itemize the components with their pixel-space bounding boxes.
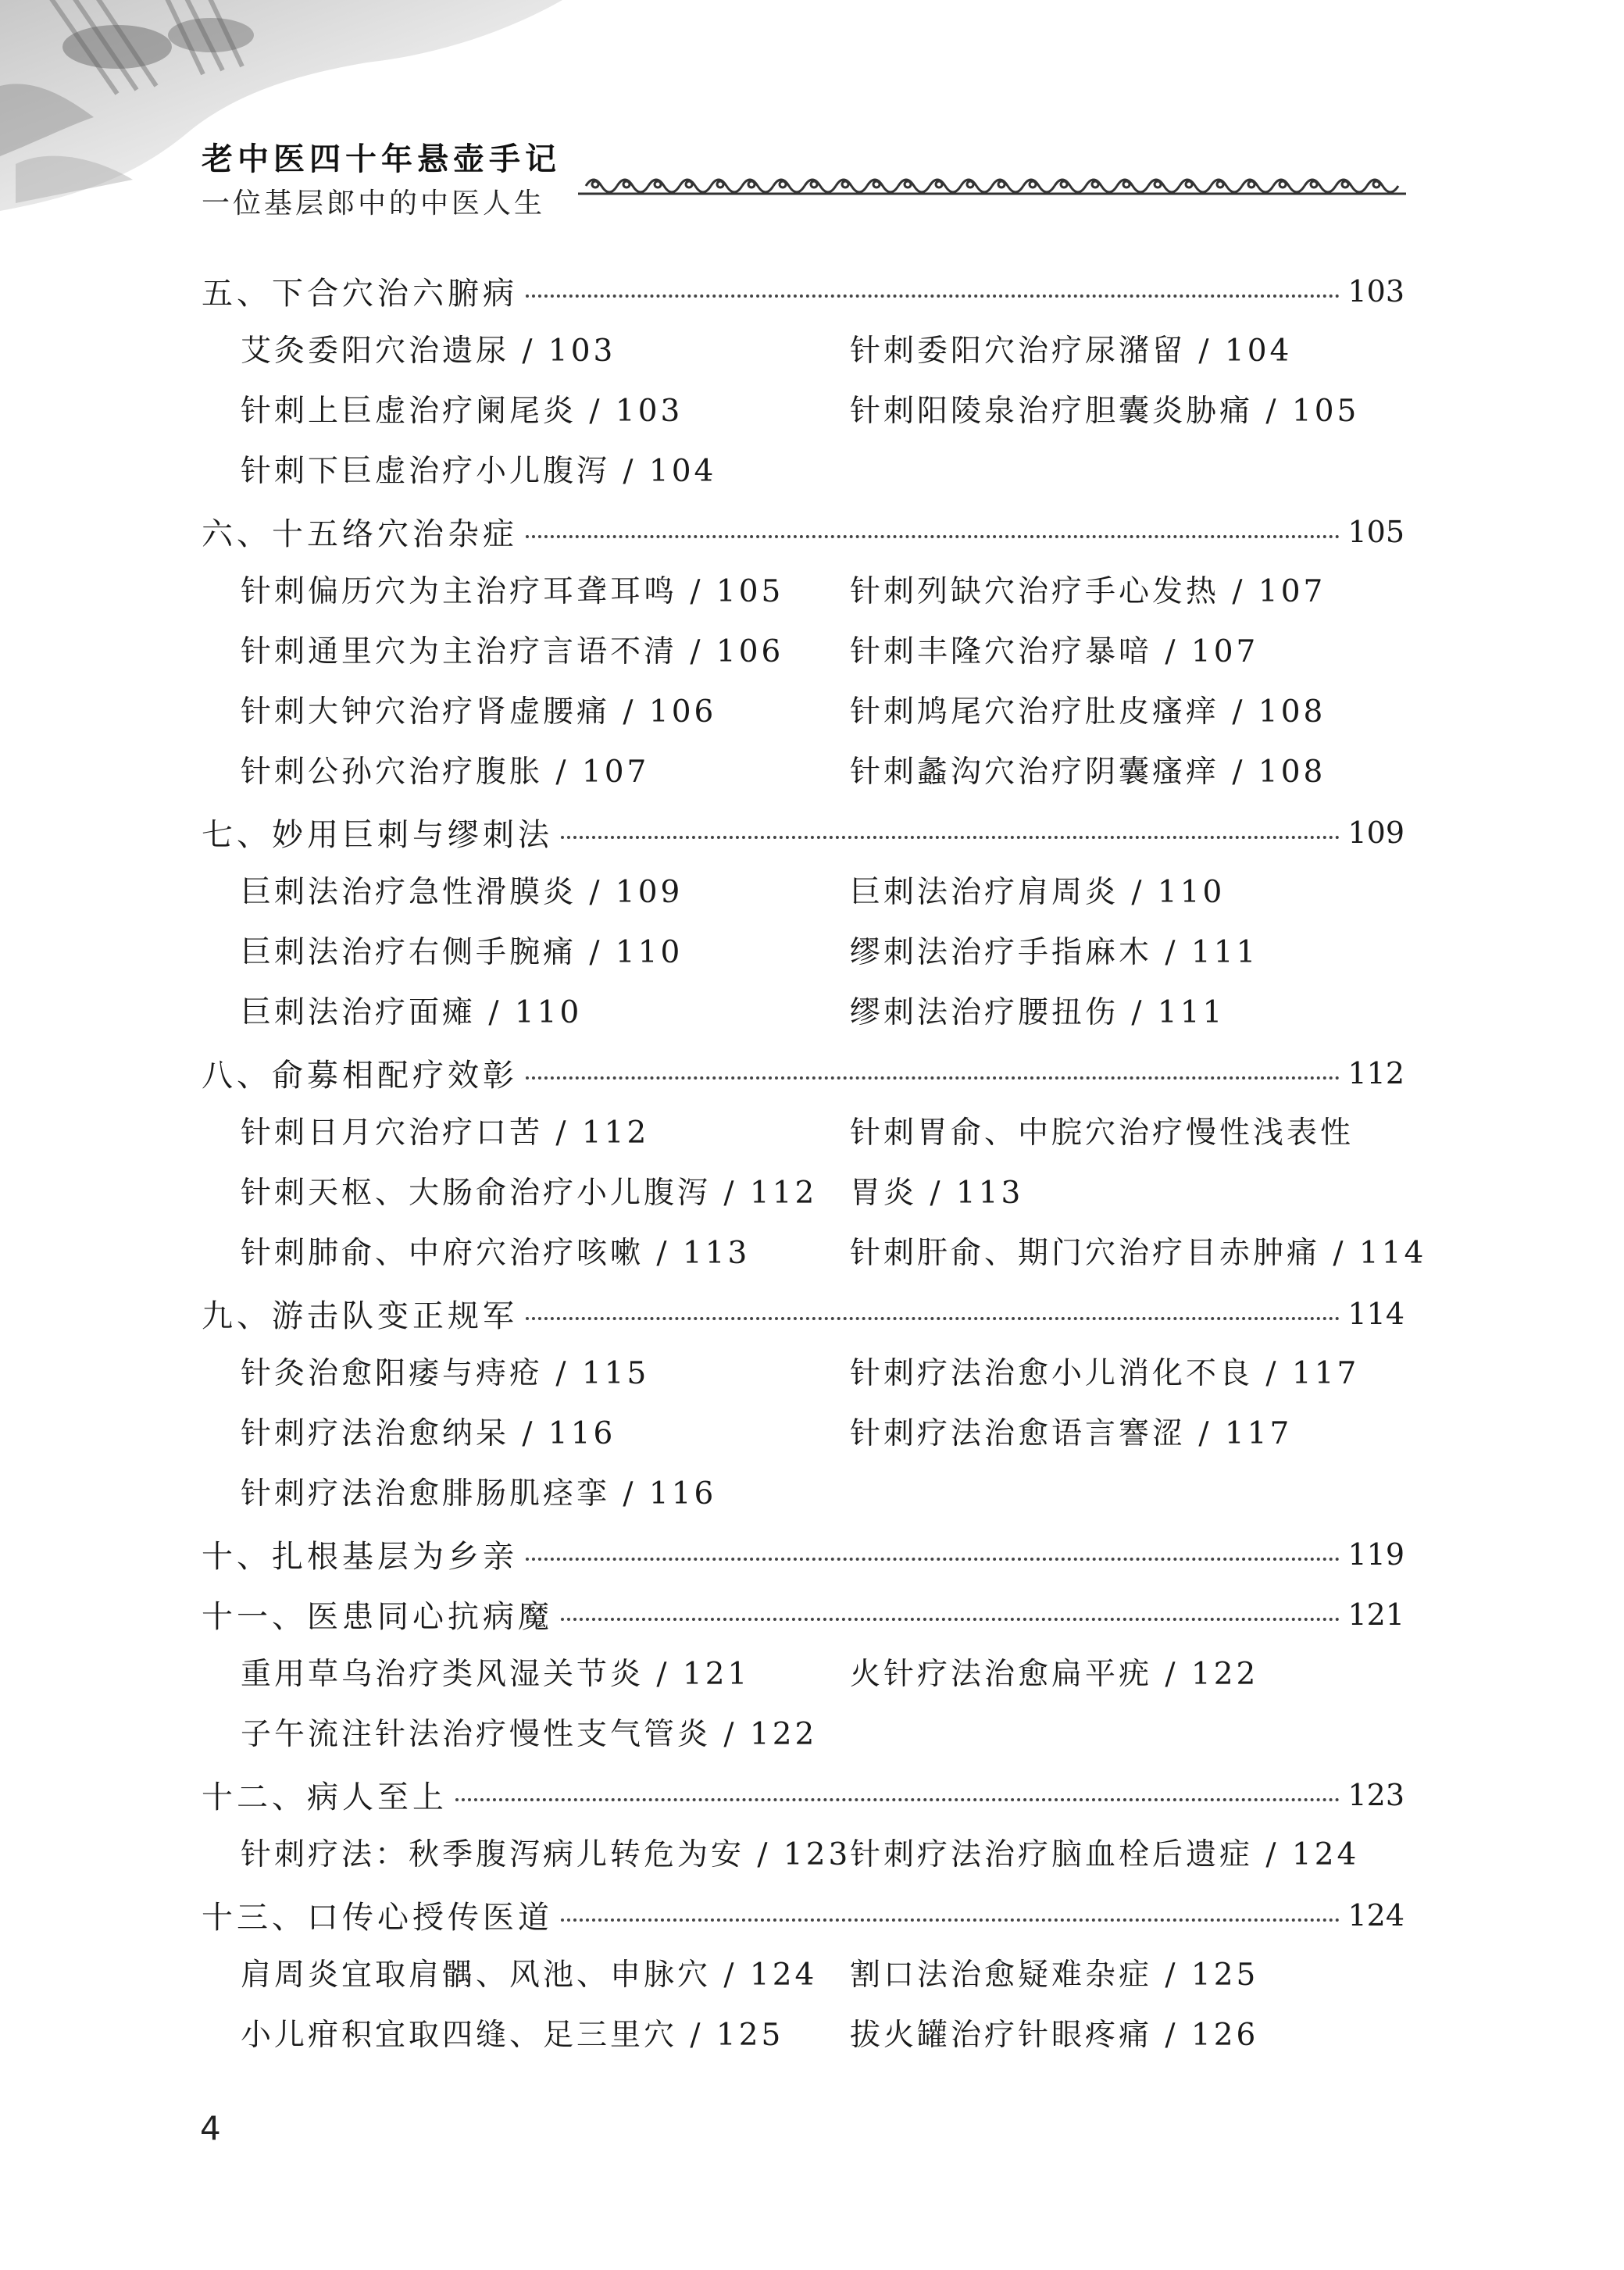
page-number: 4 [200,2109,221,2147]
wave-ornament [867,180,898,192]
toc-entry-row [202,862,1404,923]
toc-section-line [202,802,1404,862]
toc-section-line [202,1043,1404,1103]
dot-leader [526,1076,1340,1080]
toc-section-line [202,1584,1404,1644]
toc-entry: 肩周炎宜取肩髃、风池、申脉穴 / 124 [241,1958,818,1993]
wave-ornament [742,180,773,192]
toc-section-title: 十三、口传心授传医道 [202,1900,553,1936]
wave-ornament [711,180,742,192]
toc-entry: 针刺鸠尾穴治疗肚皮瘙痒 / 108 [850,694,1326,730]
wave-ornament [898,180,930,192]
wave-ornament [1180,180,1211,192]
toc-entry-row [202,1223,1427,1283]
toc-entry-row [202,923,1404,983]
wave-ornament [617,180,648,192]
toc-section-page: 121 [1347,1597,1404,1632]
toc-entry: 针刺公孙穴治疗腹胀 / 107 [241,755,650,790]
toc-section-line [202,1765,1404,1825]
wave-ornament [1086,180,1117,192]
toc-entry: 针刺列缺穴治疗手心发热 / 107 [850,574,1326,609]
toc-entry: 巨刺法治疗面瘫 / 110 [241,995,583,1030]
toc-entry: 缪刺法治疗腰扭伤 / 111 [850,995,1226,1030]
toc-entry-row [202,1344,1404,1404]
dot-leader [526,294,1340,298]
wave-ornament [992,180,1023,192]
table-of-contents [202,261,1427,2065]
book-subtitle: 一位基层郎中的中医人生 [202,187,546,220]
toc-entry: 巨刺法治疗右侧手腕痛 / 110 [241,935,684,970]
toc-section-line [202,501,1404,562]
toc-entry: 针刺疗法治愈语言謇涩 / 117 [850,1416,1293,1451]
toc-entry: 小儿疳积宜取四缝、足三里穴 / 125 [241,2018,784,2053]
toc-entry: 子午流注针法治疗慢性支气管炎 / 122 [241,1717,818,1752]
toc-entry: 针刺日月穴治疗口苦 / 112 [241,1115,650,1151]
wave-ornament [1117,180,1148,192]
wave-ornament [1023,180,1055,192]
toc-section [202,1524,1404,1584]
toc-section [202,802,1404,862]
toc-section-page: 112 [1347,1055,1404,1090]
dot-leader [526,535,1340,538]
toc-entry: 针刺阳陵泉治疗胆囊炎胁痛 / 105 [850,394,1360,429]
toc-section [202,501,1404,562]
toc-entry: 针刺疗法治愈纳呆 / 116 [241,1416,616,1451]
toc-section-page: 103 [1347,273,1404,309]
wave-ornament [1242,180,1273,192]
toc-entry: 火针疗法治愈扁平疣 / 122 [850,1657,1259,1692]
toc-section [202,1043,1404,1103]
toc-entry: 针刺委阳穴治疗尿潴留 / 104 [850,334,1293,369]
toc-entry: 巨刺法治疗肩周炎 / 110 [850,875,1226,910]
toc-entry-row [202,682,1404,742]
toc-section-title: 八、俞募相配疗效彰 [202,1058,518,1094]
toc-section-page: 119 [1347,1537,1404,1572]
toc-entry-row [202,1644,1404,1704]
toc-entry-row [202,622,1404,682]
wave-ornament [930,180,961,192]
toc-entry: 艾灸委阳穴治遗尿 / 103 [241,334,616,369]
dot-leader [526,1558,1340,1561]
toc-entry-row [202,1103,1404,1163]
toc-section-title: 十一、医患同心抗病魔 [202,1599,553,1635]
toc-section-title: 十、扎根基层为乡亲 [202,1539,518,1575]
wave-ornament [773,180,805,192]
toc-section-page: 105 [1347,514,1404,549]
toc-section [202,1765,1404,1825]
toc-section-title: 七、妙用巨刺与缪刺法 [202,817,553,853]
toc-entry-row [202,1163,1404,1223]
dot-leader [561,1918,1340,1922]
toc-entry: 针刺大钟穴治疗肾虚腰痛 / 106 [241,694,717,730]
toc-entry: 针刺疗法治愈腓肠肌痉挛 / 116 [241,1476,717,1512]
toc-section [202,1584,1404,1644]
wave-ornament [586,180,617,192]
toc-entry-row [202,381,1404,441]
toc-section [202,261,1404,321]
toc-section-title: 五、下合穴治六腑病 [202,276,518,312]
toc-entry: 针刺通里穴为主治疗言语不清 / 106 [241,634,784,669]
toc-section-line [202,1524,1404,1584]
wave-ornament [1336,180,1367,192]
wave-ornament [1273,180,1305,192]
toc-entry: 针刺蠡沟穴治疗阴囊瘙痒 / 108 [850,755,1326,790]
toc-entry: 拔火罐治疗针眼疼痛 / 126 [850,2018,1259,2053]
toc-entry-row [202,1945,1404,2005]
toc-entry: 重用草乌治疗类风湿关节炎 / 121 [241,1657,751,1692]
toc-section [202,1283,1404,1344]
toc-entry: 针刺天枢、大肠俞治疗小儿腹泻 / 112 [241,1176,818,1211]
decorative-wave-rule [578,162,1406,202]
wave-ornament [1148,180,1180,192]
toc-entry-row [202,2005,1404,2065]
toc-entry: 针刺偏历穴为主治疗耳聋耳鸣 / 105 [241,574,784,609]
dot-leader [561,836,1340,839]
toc-section-line [202,1283,1404,1344]
toc-entry-row [202,983,1404,1043]
dot-leader [526,1317,1340,1320]
toc-entry: 针刺下巨虚治疗小儿腹泻 / 104 [241,454,717,489]
toc-section-title: 六、十五络穴治杂症 [202,516,518,552]
toc-section-line [202,261,1404,321]
wave-ornament [680,180,711,192]
toc-entry: 针灸治愈阳痿与痔疮 / 115 [241,1356,650,1391]
toc-entry: 针刺疗法：秋季腹泻病儿转危为安 / 123 [241,1837,851,1872]
toc-entry-row [202,1704,1404,1765]
toc-entry: 针刺疗法治疗脑血栓后遗症 / 124 [850,1837,1360,1872]
toc-entry-row [202,1825,1404,1885]
toc-entry: 巨刺法治疗急性滑膜炎 / 109 [241,875,684,910]
wave-ornament [648,180,680,192]
toc-section-title: 十二、病人至上 [202,1779,448,1815]
toc-entry: 针刺疗法治愈小儿消化不良 / 117 [850,1356,1360,1391]
toc-section-page: 114 [1347,1296,1404,1331]
toc-section [202,1885,1404,1945]
toc-entry-row [202,742,1404,802]
toc-entry: 针刺上巨虚治疗阑尾炎 / 103 [241,394,684,429]
wave-ornament [1211,180,1242,192]
wave-ornament [836,180,867,192]
toc-entry-row [202,562,1404,622]
wave-ornament [805,180,836,192]
toc-entry-row [202,321,1404,381]
toc-entry-row [202,441,1404,501]
toc-entry-row [202,1404,1404,1464]
wave-ornament [961,180,992,192]
toc-section-page: 124 [1347,1897,1404,1933]
toc-section-page: 109 [1347,815,1404,850]
dot-leader [561,1618,1340,1621]
toc-entry: 缪刺法治疗手指麻木 / 111 [850,935,1259,970]
toc-entry: 割口法治愈疑难杂症 / 125 [850,1958,1259,1993]
toc-entry: 针刺肺俞、中府穴治疗咳嗽 / 113 [241,1236,751,1271]
wave-ornament [1305,180,1336,192]
toc-entry: 针刺胃俞、中脘穴治疗慢性浅表性 [850,1115,1355,1151]
toc-section-title: 九、游击队变正规军 [202,1298,518,1334]
toc-entry: 针刺丰隆穴治疗暴喑 / 107 [850,634,1259,669]
toc-entry: 胃炎 / 113 [850,1176,1024,1211]
dot-leader [455,1798,1340,1801]
toc-section-line [202,1885,1404,1945]
toc-section-page: 123 [1347,1777,1404,1812]
toc-entry-row [202,1464,1404,1524]
wave-ornament [1055,180,1086,192]
book-title: 老中医四十年悬壶手记 [202,141,561,177]
toc-entry: 针刺肝俞、期门穴治疗目赤肿痛 / 114 [850,1236,1427,1271]
wave-ornament [1367,180,1398,192]
